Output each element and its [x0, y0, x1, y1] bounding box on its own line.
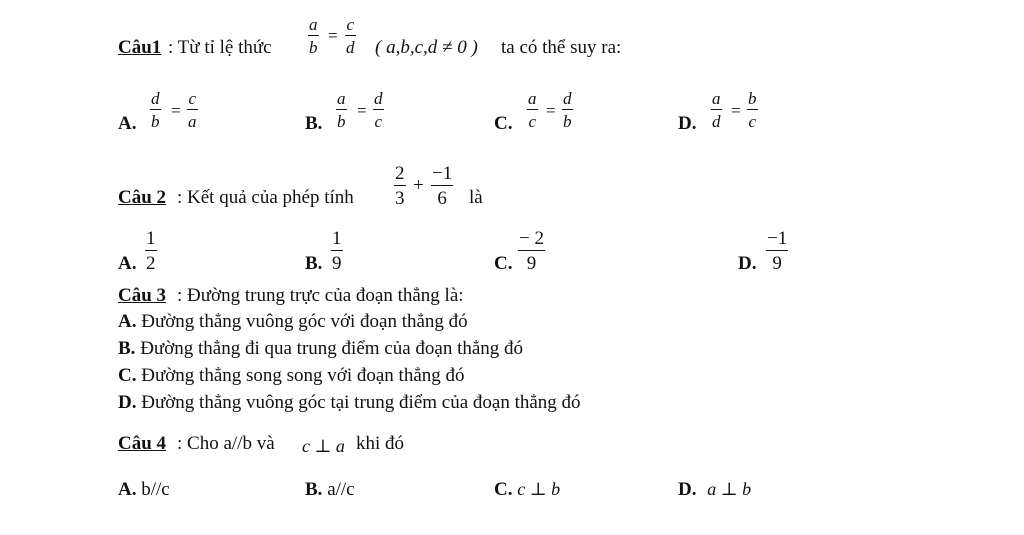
q3-option-d-text: Đường thẳng vuông góc tại trung điểm của đoạn thẳng đó [136, 392, 581, 413]
q1-option-d-right-fraction [747, 90, 758, 130]
q2-b-num: 1 [332, 228, 342, 249]
q1-b-d2: c [373, 109, 384, 130]
q2-a-den: 2 [145, 250, 157, 273]
q1-condition: ( a,b,c,d ≠ 0 ) [375, 37, 478, 58]
q2-option-c-label: C. [494, 253, 513, 274]
q2-d-den: 9 [766, 250, 788, 273]
q1-option-c-label: C. [494, 113, 513, 134]
q2-c-num: − 2 [519, 228, 544, 249]
q2-expr-d2: 6 [431, 185, 453, 208]
q1-b-eq: = [357, 101, 367, 120]
q2-a-num: 1 [146, 228, 156, 249]
q4-option-b-label: B. [305, 479, 323, 500]
q1-given-n1: a [309, 15, 318, 34]
q3-option-d [118, 393, 581, 412]
q1-given-left-fraction [308, 16, 319, 56]
q1-d-d1: d [711, 109, 722, 130]
q4-option-a-text: b//c [141, 479, 170, 500]
q3-option-a-label: A. [118, 311, 137, 332]
q2-b-den: 9 [331, 250, 343, 273]
q1-option-b-label: B. [305, 113, 323, 134]
q2-prefix: : Kết quả của phép tính [177, 187, 354, 208]
q2-option-a-label: A. [118, 253, 137, 274]
q4-option-b [305, 480, 355, 499]
q1-suffix: ta có thể suy ra: [501, 37, 622, 58]
q1-prefix: : Từ tỉ lệ thức [168, 37, 272, 58]
q4-suffix: khi đó [356, 433, 405, 454]
q2-expr-n1: 2 [395, 163, 405, 184]
q1-given-eq: = [328, 26, 338, 45]
q3-option-c [118, 366, 465, 385]
q1-a-d2: a [187, 109, 198, 130]
q2-option-d-fraction [766, 229, 788, 273]
q1-c-n2: d [563, 89, 572, 108]
q2-option-c-fraction [518, 229, 545, 273]
q4-option-a [118, 480, 170, 499]
q1-option-b-left-fraction [336, 90, 347, 130]
q1-a-n1: d [151, 89, 160, 108]
q1-b-n1: a [337, 89, 346, 108]
q2-label: Câu 2 [118, 187, 167, 208]
q4-label: Câu 4 [118, 433, 167, 454]
q1-d-eq: = [731, 101, 741, 120]
q1-given-right-fraction [345, 16, 356, 56]
q1-given-d1: b [308, 35, 319, 56]
q3-option-b [118, 339, 523, 358]
q1-b-d1: b [336, 109, 347, 130]
q3-option-a-text: Đường thẳng vuông góc với đoạn thẳng đó [136, 311, 468, 332]
q1-b-n2: d [374, 89, 383, 108]
q2-option-b-label: B. [305, 253, 323, 274]
q3-option-d-label: D. [118, 392, 137, 413]
q2-d-num: −1 [767, 228, 788, 249]
q4-option-c [494, 480, 560, 499]
q3-option-a [118, 312, 468, 331]
q1-option-c-right-fraction [562, 90, 573, 130]
q1-a-d1: b [150, 109, 161, 130]
q2-option-b-fraction [331, 229, 343, 273]
q1-option-a-label: A. [118, 113, 137, 134]
q1-option-c-left-fraction [527, 90, 538, 130]
q1-given-n2: c [346, 15, 355, 34]
q3-option-c-label: C. [118, 365, 137, 386]
q3-option-c-text: Đường thẳng song song với đoạn thẳng đó [136, 365, 465, 386]
q2-option-a-fraction [145, 229, 157, 273]
q2-expr-op: + [413, 175, 424, 196]
q2-expr-right-fraction [431, 164, 453, 208]
q2-option-d-label: D. [738, 253, 757, 274]
q1-d-n2: b [748, 89, 757, 108]
q4-option-d [678, 480, 751, 499]
q2-c-den: 9 [518, 250, 545, 273]
q4-relation: c ⊥ a [302, 436, 345, 456]
q4-option-b-text: a//c [327, 479, 355, 500]
q4-option-c-text: c ⊥ b [517, 479, 561, 499]
q3-label: Câu 3 [118, 285, 167, 306]
q1-c-d2: b [562, 109, 573, 130]
q1-c-eq: = [546, 101, 556, 120]
q1-option-a-right-fraction [187, 90, 198, 130]
q2-expr-d1: 3 [394, 185, 406, 208]
q1-option-b-right-fraction [373, 90, 384, 130]
q3-prefix: : Đường trung trực của đoạn thẳng là: [177, 285, 464, 306]
q4-prefix: : Cho a//b và [177, 433, 275, 454]
q4-option-c-label: C. [494, 479, 513, 500]
q2-expr-n2: −1 [432, 163, 453, 184]
q1-option-d-left-fraction [711, 90, 722, 130]
q2-suffix: là [469, 187, 483, 208]
q1-a-n2: c [188, 89, 197, 108]
q1-option-d-label: D. [678, 113, 697, 134]
q4-option-a-label: A. [118, 479, 137, 500]
q4-option-d-text: a ⊥ b [707, 479, 752, 499]
q1-c-d1: c [527, 109, 538, 130]
q3-option-b-label: B. [118, 338, 136, 359]
q1-d-n1: a [712, 89, 721, 108]
q2-expr-left-fraction [394, 164, 406, 208]
q1-option-a-left-fraction [150, 90, 161, 130]
q4-option-d-label: D. [678, 479, 697, 500]
q1-a-eq: = [171, 101, 181, 120]
q1-d-d2: c [747, 109, 758, 130]
q3-option-b-text: Đường thẳng đi qua trung điểm của đoạn thẳng đó [135, 338, 524, 359]
q1-given-d2: d [345, 35, 356, 56]
q1-label: Câu1 [118, 37, 162, 58]
q1-c-n1: a [528, 89, 537, 108]
